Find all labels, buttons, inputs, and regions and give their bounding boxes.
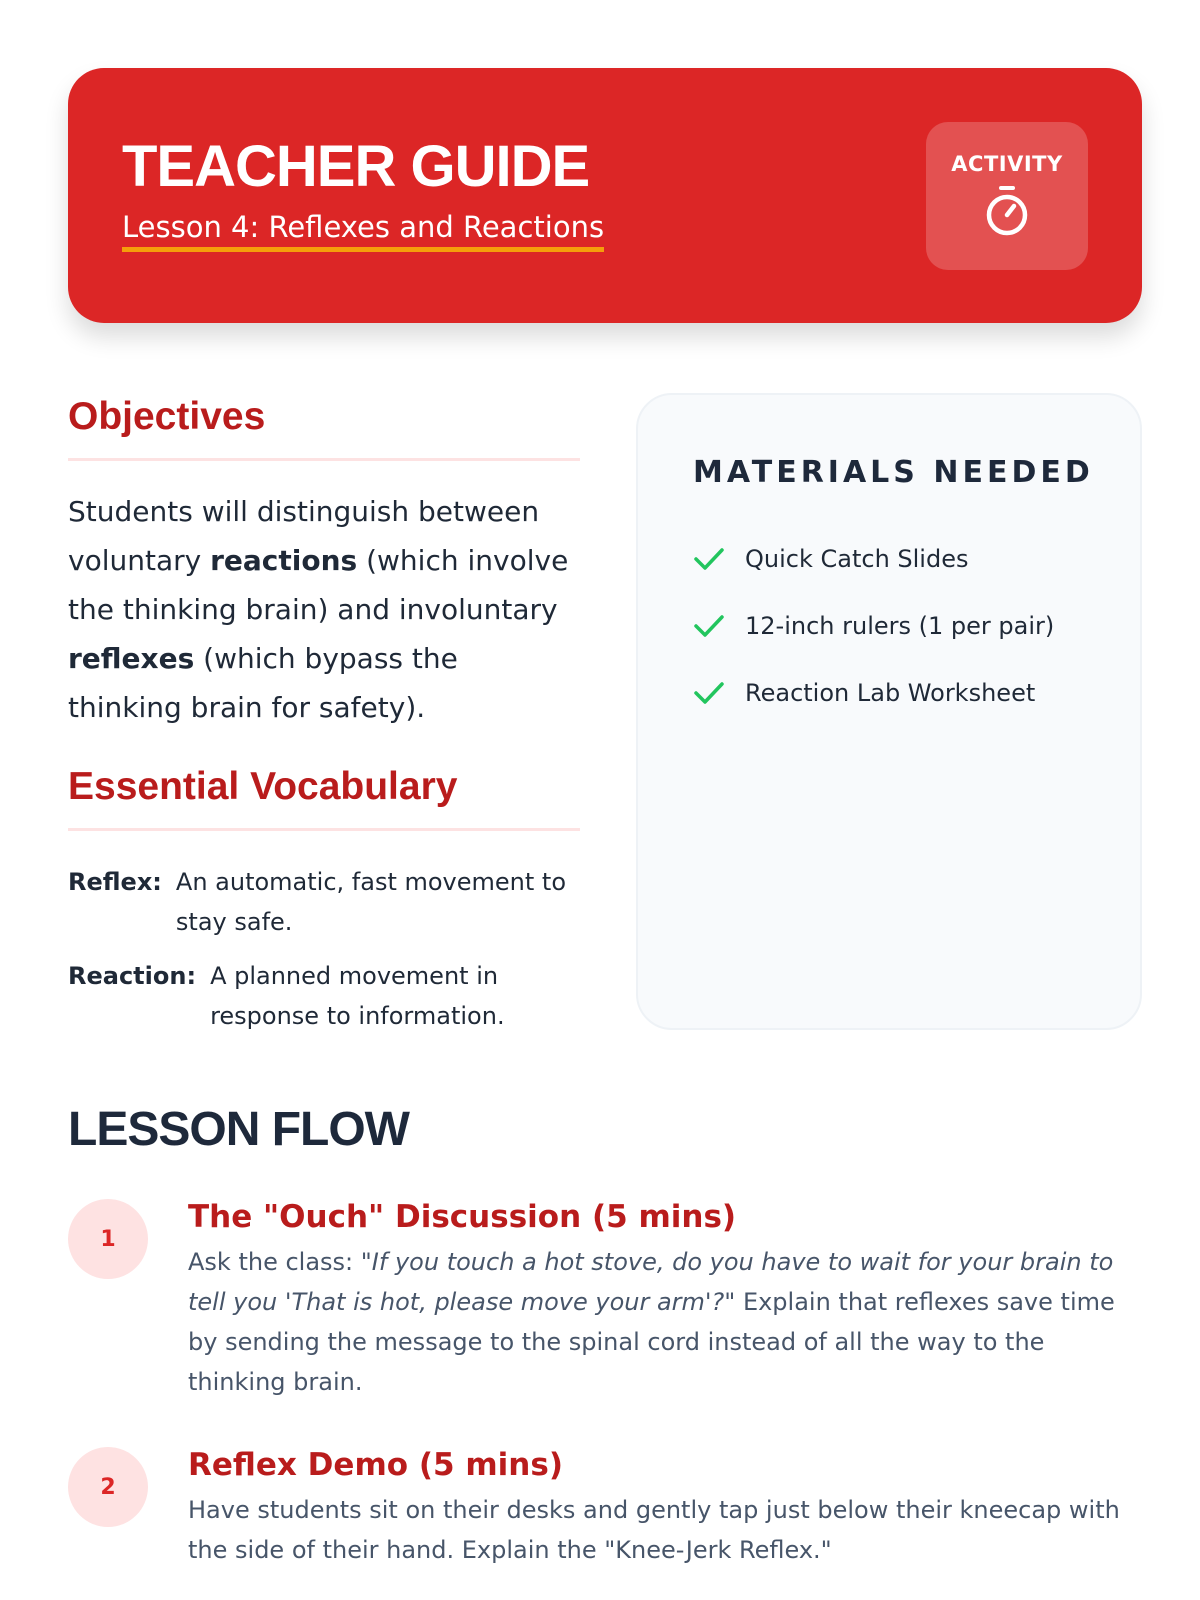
- objectives-text: Students will distinguish between voluntary reactions (which involve the thinking brain) and involuntary reflexes (which bypass the thinking brain for safety).: [68, 495, 569, 724]
- step-title: The "Ouch" Discussion (5 mins): [188, 1199, 737, 1235]
- materials-item: [693, 592, 1054, 659]
- vocabulary-heading: Essential Vocabulary: [68, 765, 580, 831]
- header-banner: [68, 68, 1142, 323]
- materials-card: [636, 393, 1142, 1030]
- materials-list: [693, 525, 1054, 726]
- step-number-badge: 2: [68, 1447, 148, 1527]
- materials-item: [693, 525, 1054, 592]
- materials-item-label: Quick Catch Slides: [745, 544, 969, 573]
- vocab-term: Reflex:: [68, 868, 162, 896]
- step-number-badge: 1: [68, 1199, 148, 1279]
- materials-title: MATERIALS NEEDED: [693, 455, 1094, 490]
- term-reflexes: reflexes: [68, 642, 195, 675]
- step-description: Ask the class: "If you touch a hot stove, do you have to wait for your brain to tell you 'That is hot, please move your arm'?" Explain that reflexes save time by sending the message to the spinal cord instead of all the way to the thinking brain.: [188, 1248, 1115, 1397]
- materials-item-label: 12-inch rulers (1 per pair): [745, 611, 1055, 640]
- vocab-entry-reaction: [68, 956, 580, 1036]
- vocab-term: Reaction:: [68, 962, 197, 990]
- stopwatch-icon: [982, 184, 1032, 238]
- check-icon: [693, 612, 725, 640]
- step-description: Have students sit on their desks and gently tap just below their kneecap with the side of their hand. Explain the "Knee-Jerk Reflex.": [188, 1496, 1120, 1565]
- step-body: [188, 1447, 1148, 1570]
- activity-badge: [926, 122, 1088, 270]
- materials-item: [693, 659, 1054, 726]
- materials-item-label: Reaction Lab Worksheet: [745, 678, 1036, 707]
- step-body: [188, 1199, 1148, 1402]
- activity-badge-label: ACTIVITY: [951, 152, 1063, 176]
- term-reactions: reactions: [210, 544, 358, 577]
- vocab-entry-reflex: [68, 862, 580, 942]
- page-title: TEACHER GUIDE: [122, 134, 590, 199]
- objectives-heading: Objectives: [68, 395, 580, 461]
- step-quote: "If you touch a hot stove, do you have to wait for your brain to tell you 'That is hot, please move your arm'?": [188, 1248, 1114, 1317]
- check-icon: [693, 545, 725, 573]
- lesson-subtitle: Lesson 4: Reflexes and Reactions: [122, 210, 604, 252]
- vocab-definition: A planned movement in response to information.: [210, 962, 505, 1030]
- check-icon: [693, 679, 725, 707]
- step-title: Reflex Demo (5 mins): [188, 1447, 563, 1483]
- lesson-flow-heading: LESSON FLOW: [68, 1103, 409, 1156]
- vocab-definition: An automatic, fast movement to stay safe.: [175, 868, 567, 936]
